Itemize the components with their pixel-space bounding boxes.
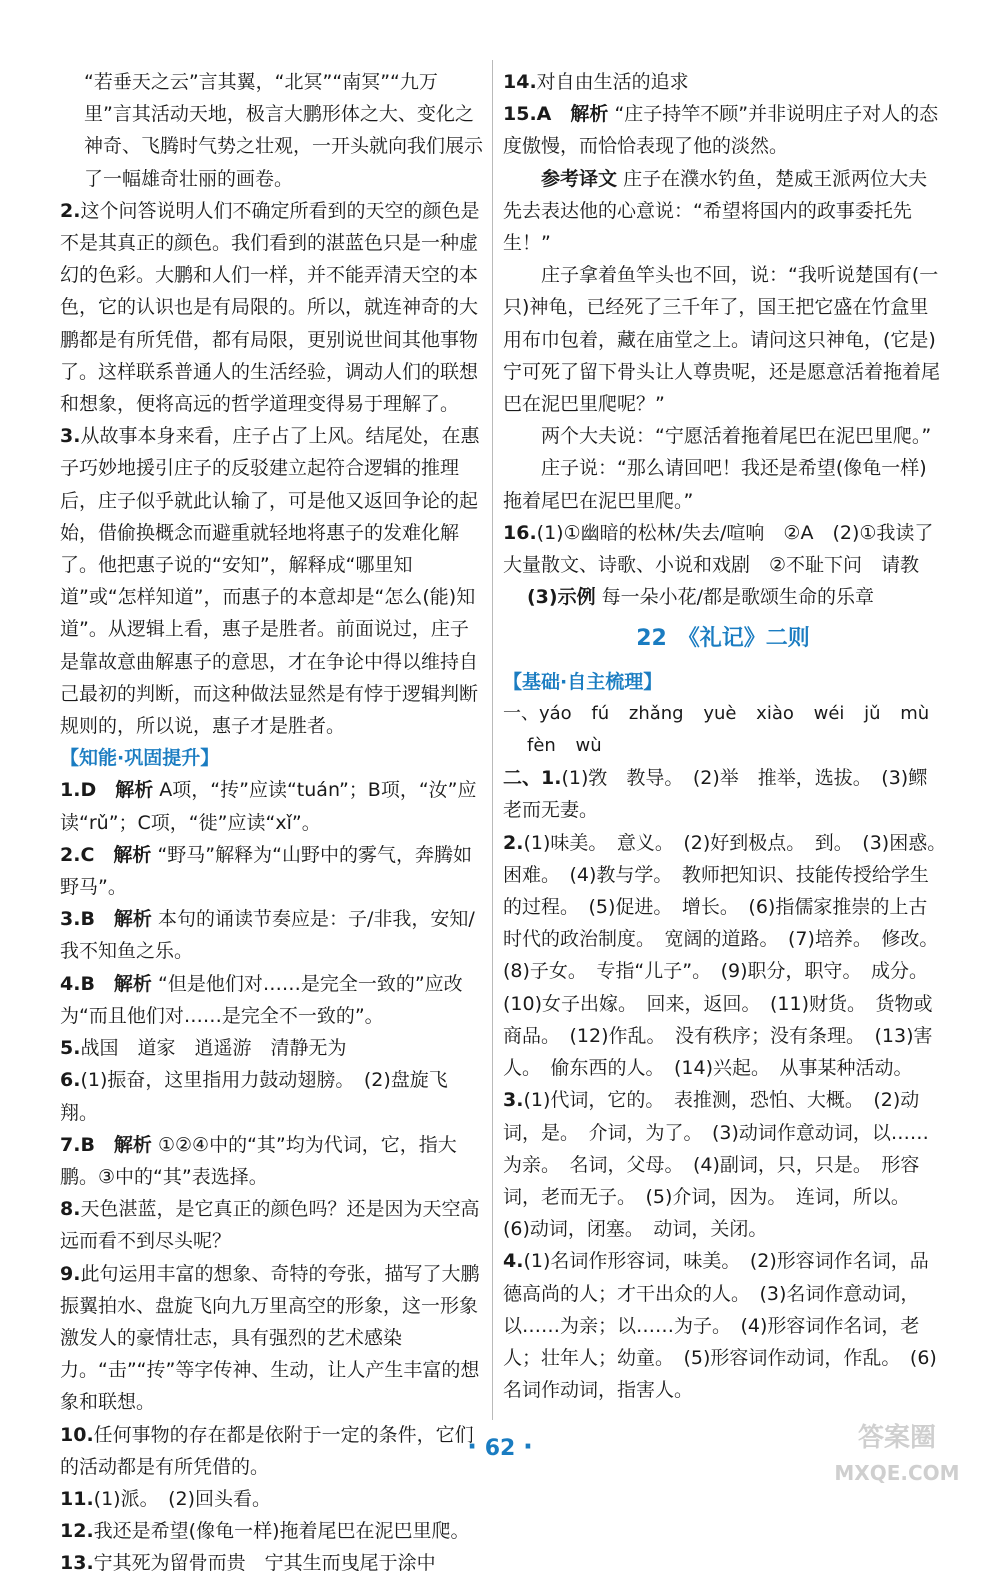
- answer-item: 7.B 解析 ①②④中的“其”均为代词，它，指大鹏。③中的“其”表选择。: [60, 1133, 457, 1188]
- translation-label: 参考译文: [541, 167, 618, 190]
- answer-item: 6.(1)振奋，这里指用力鼓动翅膀。 (2)盘旋飞翔。: [60, 1069, 448, 1124]
- lesson-title: 22 《礼记》二则: [636, 626, 810, 652]
- answer-item: 11.(1)派。 (2)回头看。: [60, 1487, 271, 1510]
- pinyin-line: 一、yáo fú zhǎng yuè xiào wéi jǔ mù: [503, 702, 930, 724]
- left-column: [60, 66, 485, 1580]
- answer-item: 14.对自由生活的追求: [503, 71, 689, 93]
- answer-16: 16.(1)①幽暗的松林/失去/喧响 ②A (2)①我读了大量散文、诗歌、小说和戏剧 ②不耻下问 请教: [503, 521, 934, 577]
- translation-para: 两个大夫说：“宁愿活着拖着尾巴在泥巴里爬。”: [541, 425, 932, 448]
- answer-item: 9.此句运用丰富的想象、奇特的夸张，描写了大鹏振翼拍水、盘旋飞向九万里高空的形象，这一形象激发人的豪情壮志，具有强烈的艺术感染力。“击”“抟”等字传神、生动，让人产生丰富的想象和联想。: [60, 1262, 480, 1414]
- watermark-logo: [822, 1414, 972, 1490]
- answer-item: 二、1.(1)敩 教导。 (2)举 推举，选拔。 (3)鳏 老而无妻。: [503, 767, 947, 822]
- answer-16-example: (3)示例 每一朵小花/都是歌颂生命的乐章: [527, 586, 875, 609]
- watermark-line2: MXQE.COM: [834, 1461, 960, 1485]
- answer-1-continued: “若垂天之云”言其翼，“北冥”“南冥”“九万里”言其活动天地，极言大鹏形体之大、变化之神奇、飞腾时气势之壮观，一开头就向我们展示了一幅雄奇壮丽的画卷。: [84, 71, 484, 190]
- column-divider: [492, 60, 493, 1420]
- watermark-line1: 答案圈: [857, 1423, 937, 1453]
- answer-item: 2.(1)味美。 意义。 (2)好到极点。 到。 (3)困惑。 困难。 (4)教与学。 教师把知识、技能传授给学生的过程。 (5)促进。 增长。 (6)指儒家推崇的上古时代的政治制度。 宽阔的道路。 (7)培养。 修改。 (8)子女。 专指“儿子”。 (9)职分，职守。 成分。 (10)女子出嫁。 回来，返回。 (11)财货。 货物或商品。 (12)作乱。 没有秩序；没有条理。 (13)害人。 偷东西的人。 (14)兴起。 从事某种活动。: [503, 831, 956, 1080]
- answer-item: 2.C 解析 “野马”解释为“山野中的雾气，奔腾如野马”。: [60, 843, 472, 899]
- translation-para: 参考译文 庄子在濮水钓鱼，楚威王派两位大夫先去表达他的心意说：“希望将国内的政事委托先生！”: [503, 167, 928, 255]
- page-number: · 62 ·: [467, 1432, 533, 1462]
- answer-item: 5.战国 道家 逍遥游 清静无为: [60, 1037, 347, 1060]
- pinyin-line: fèn wù: [527, 735, 602, 757]
- answer-item: 4.B 解析 “但是他们对……是完全一致的”应改为“而且他们对……是完全不一致的”。: [60, 972, 463, 1027]
- answer-item: 1.D 解析 A项，“抟”应读“tuán”；B项，“汝”应读“rǔ”；C项，“徙”应读“xǐ”。: [60, 779, 477, 834]
- section-heading-consolidate: 【知能·巩固提升】: [60, 747, 220, 770]
- answer-item: 3.B 解析 本句的诵读节奏应是：子/非我，安知/我不知鱼之乐。: [60, 908, 475, 963]
- answer-3: 3.从故事本身来看，庄子占了上风。结尾处，在惠子巧妙地援引庄子的反驳建立起符合逻辑的推理后，庄子似乎就此认输了，可是他又返回争论的起始，借偷换概念而避重就轻地将惠子的发难化解了。他把惠子说的“安知”，解释成“哪里知道”或“怎样知道”，而惠子的本意却是“怎么(能)知道”。从逻辑上看，惠子是胜者。前面说过，庄子是靠故意曲解惠子的意思，才在争论中得以维持自己最初的判断，而这种做法显然是有悖于逻辑判断规则的，所以说，惠子才是胜者。: [60, 425, 480, 738]
- answer-item: 10.任何事物的存在都是依附于一定的条件，它们的活动都是有所凭借的。: [60, 1423, 474, 1478]
- translation-para: 庄子说：“那么请回吧！我还是希望(像龟一样)拖着尾巴在泥巴里爬。”: [503, 457, 927, 512]
- answer-2: 2.这个问答说明人们不确定所看到的天空的颜色是不是其真正的颜色。我们看到的湛蓝色只是一种虚幻的色彩。大鹏和人们一样，并不能弄清天空的本色，它的认识也是有局限的。所以，就连神奇的大鹏都是有所凭借，都有局限，更别说世间其他事物了。这样联系普通人的生活经验，调动人们的联想和想象，便将高远的哲学道理变得易于理解了。: [60, 199, 480, 416]
- answer-item: 4.(1)名词作形容词，味美。 (2)形容词作名词，品德高尚的人；才干出众的人。 (3)名词作意动词，以……为亲；以……为子。 (4)形容词作名词，老人；壮年人；幼童。 (5)形容词作动词，作乱。 (6)名词作动词，指害人。: [503, 1250, 937, 1402]
- answer-item: 15.A 解析 “庄子持竿不顾”并非说明庄子对人的态度傲慢，而恰恰表现了他的淡然。: [503, 103, 939, 158]
- section-heading-basics: 【基础·自主梳理】: [503, 670, 663, 693]
- answer-item: 12.我还是希望(像龟一样)拖着尾巴在泥巴里爬。: [60, 1520, 470, 1543]
- answer-item: 8.天色湛蓝，是它真正的颜色吗？还是因为天空高远而看不到尽头呢？: [60, 1198, 480, 1253]
- answer-item: 3.(1)代词，它的。 表推测，恐怕、大概。 (2)动词，是。 介词，为了。 (3)动词作意动词，以……为亲。 名词，父母。 (4)副词，只，只是。 形容词，老而无子。 (5)介词，因为。 连词，所以。 (6)动词，闭塞。 动词，关闭。: [503, 1089, 929, 1241]
- right-column: [503, 66, 956, 1406]
- answer-item: 13.宁其死为留骨而贵 宁其生而曳尾于涂中: [60, 1552, 436, 1575]
- translation-para: 庄子拿着鱼竿头也不回，说：“我听说楚国有(一只)神龟，已经死了三千年了，国王把它盛在竹盒里用布巾包着，藏在庙堂之上。请问这只神龟，(它是)宁可死了留下骨头让人尊贵呢，还是愿意活着拖着尾巴在泥巴里爬呢？”: [503, 264, 941, 416]
